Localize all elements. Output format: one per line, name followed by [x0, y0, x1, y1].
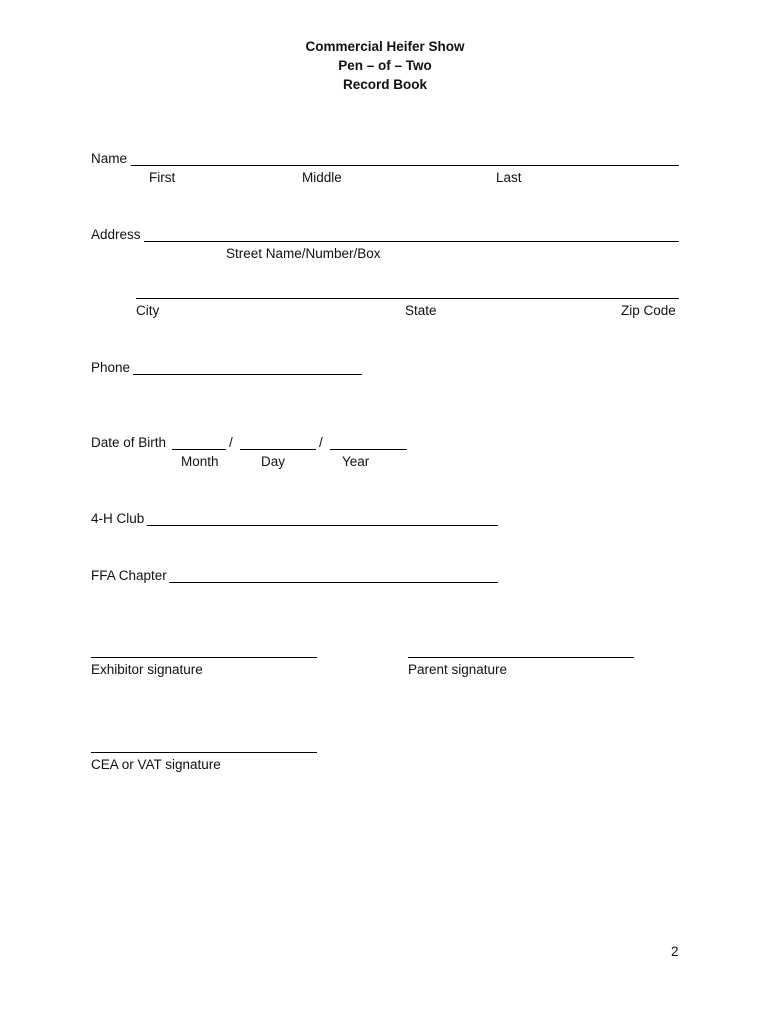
- club-input-line[interactable]: [147, 525, 498, 526]
- address-city-caption: City: [136, 303, 160, 318]
- phone-input-line[interactable]: [133, 374, 362, 375]
- phone-label: Phone: [91, 360, 131, 375]
- name-first-caption: First: [149, 170, 176, 185]
- name-label: Name: [91, 151, 128, 166]
- dob-month-caption: Month: [181, 454, 219, 469]
- exhibitor-signature-line[interactable]: [91, 657, 317, 658]
- dob-year-caption: Year: [342, 454, 370, 469]
- dob-year-input-line[interactable]: [330, 449, 407, 450]
- address-state-caption: State: [405, 303, 437, 318]
- dob-day-caption: Day: [261, 454, 286, 469]
- title-line-2: Pen – of – Two: [338, 58, 432, 73]
- exhibitor-signature-caption: Exhibitor signature: [91, 662, 203, 677]
- title-line-3: Record Book: [342, 77, 427, 92]
- name-middle-caption: Middle: [302, 170, 342, 185]
- club-label: 4-H Club: [91, 511, 145, 526]
- dob-label: Date of Birth: [91, 435, 167, 450]
- dob-separator-1: /: [229, 435, 233, 450]
- dob-month-input-line[interactable]: [172, 449, 226, 450]
- address-zip-caption: Zip Code: [621, 303, 676, 318]
- parent-signature-line[interactable]: [408, 657, 634, 658]
- ffa-label: FFA Chapter: [91, 568, 167, 583]
- ffa-input-line[interactable]: [169, 582, 498, 583]
- address-street-input-line[interactable]: [144, 241, 679, 242]
- dob-day-input-line[interactable]: [240, 449, 316, 450]
- name-last-caption: Last: [496, 170, 522, 185]
- page-number: 2: [671, 944, 679, 959]
- cea-signature-line[interactable]: [91, 752, 317, 753]
- title-line-1: Commercial Heifer Show: [305, 39, 465, 54]
- name-input-line[interactable]: [131, 165, 679, 166]
- address-label: Address: [91, 227, 141, 242]
- parent-signature-caption: Parent signature: [408, 662, 508, 677]
- cea-signature-caption: CEA or VAT signature: [91, 757, 221, 772]
- address-city-input-line[interactable]: [136, 298, 679, 299]
- dob-separator-2: /: [319, 435, 323, 450]
- address-street-caption: Street Name/Number/Box: [226, 246, 381, 261]
